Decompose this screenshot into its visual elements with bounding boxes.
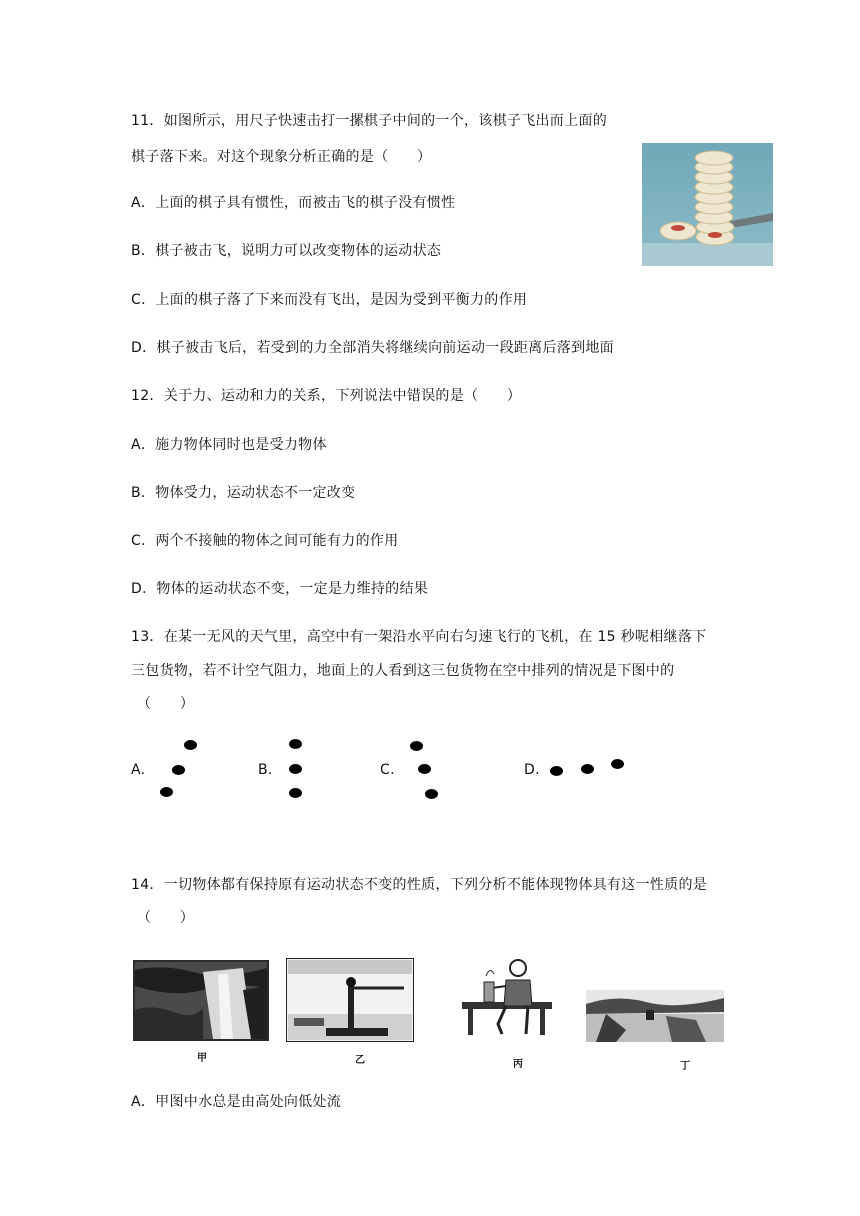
q14-stem-line1: 14．一切物体都有保持原有运动状态不变的性质，下列分析不能体现物体具有这一性质的是 (131, 877, 708, 893)
caption-bing: 丙 (513, 1059, 523, 1070)
q12-option-b: B．物体受力，运动状态不一定改变 (131, 485, 356, 501)
q12-option-a: A．施力物体同时也是受力物体 (131, 437, 327, 453)
apparatus-picture (286, 958, 414, 1042)
q12-option-c: C．两个不接触的物体之间可能有力的作用 (131, 533, 399, 549)
cargo-dot (289, 788, 302, 798)
q11-option-d: D．棋子被击飞后，若受到的力全部消失将继续向前运动一段距离后落到地面 (131, 340, 614, 356)
cargo-dot (160, 787, 173, 797)
q11-stem-line2: 棋子落下来。对这个现象分析正确的是（ ） (131, 149, 432, 165)
cargo-dot (172, 765, 185, 775)
cargo-dot (184, 740, 197, 750)
cargo-dot (410, 741, 423, 751)
q13-stem-line2: 三包货物，若不计空气阻力，地面上的人看到这三包货物在空中排列的情况是下图中的 (131, 663, 675, 679)
person-bench-picture (458, 954, 554, 1050)
cargo-dot (425, 789, 438, 799)
caption-ding: 丁 (680, 1061, 690, 1072)
q14-stem-line2: （ ） (137, 910, 195, 926)
cargo-dot (550, 766, 563, 776)
waterfall-picture (133, 960, 269, 1041)
q12-stem: 12．关于力、运动和力的关系，下列说法中错误的是（ ） (131, 388, 522, 404)
q13-label-a: A. (131, 762, 146, 778)
landscape-picture (586, 990, 724, 1042)
caption-jia: 甲 (197, 1053, 207, 1064)
q11-option-c: C．上面的棋子落了下来而没有飞出，是因为受到平衡力的作用 (131, 292, 528, 308)
caption-yi: 乙 (355, 1055, 365, 1066)
cargo-dot (611, 759, 624, 769)
q13-label-d: D. (524, 762, 540, 778)
chess-stack-photo (642, 143, 773, 266)
q11-option-a: A．上面的棋子具有惯性，而被击飞的棋子没有惯性 (131, 195, 456, 211)
q13-stem-line1: 13．在某一无风的天气里，高空中有一架沿水平向右匀速飞行的飞机，在 15 秒呢相继落下 (131, 629, 707, 645)
q13-label-b: B. (258, 762, 273, 778)
q14-option-a: A．甲图中水总是由高处向低处流 (131, 1094, 342, 1110)
cargo-dot (289, 739, 302, 749)
cargo-dot (289, 764, 302, 774)
q11-stem-line1: 11．如图所示，用尺子快速击打一摞棋子中间的一个，该棋子飞出而上面的 (131, 113, 608, 129)
q13-label-c: C. (380, 762, 395, 778)
q11-option-b: B．棋子被击飞，说明力可以改变物体的运动状态 (131, 243, 442, 259)
q13-stem-line3: （ ） (137, 696, 195, 712)
cargo-dot (581, 764, 594, 774)
cargo-dot (418, 764, 431, 774)
q12-option-d: D．物体的运动状态不变，一定是力维持的结果 (131, 581, 429, 597)
